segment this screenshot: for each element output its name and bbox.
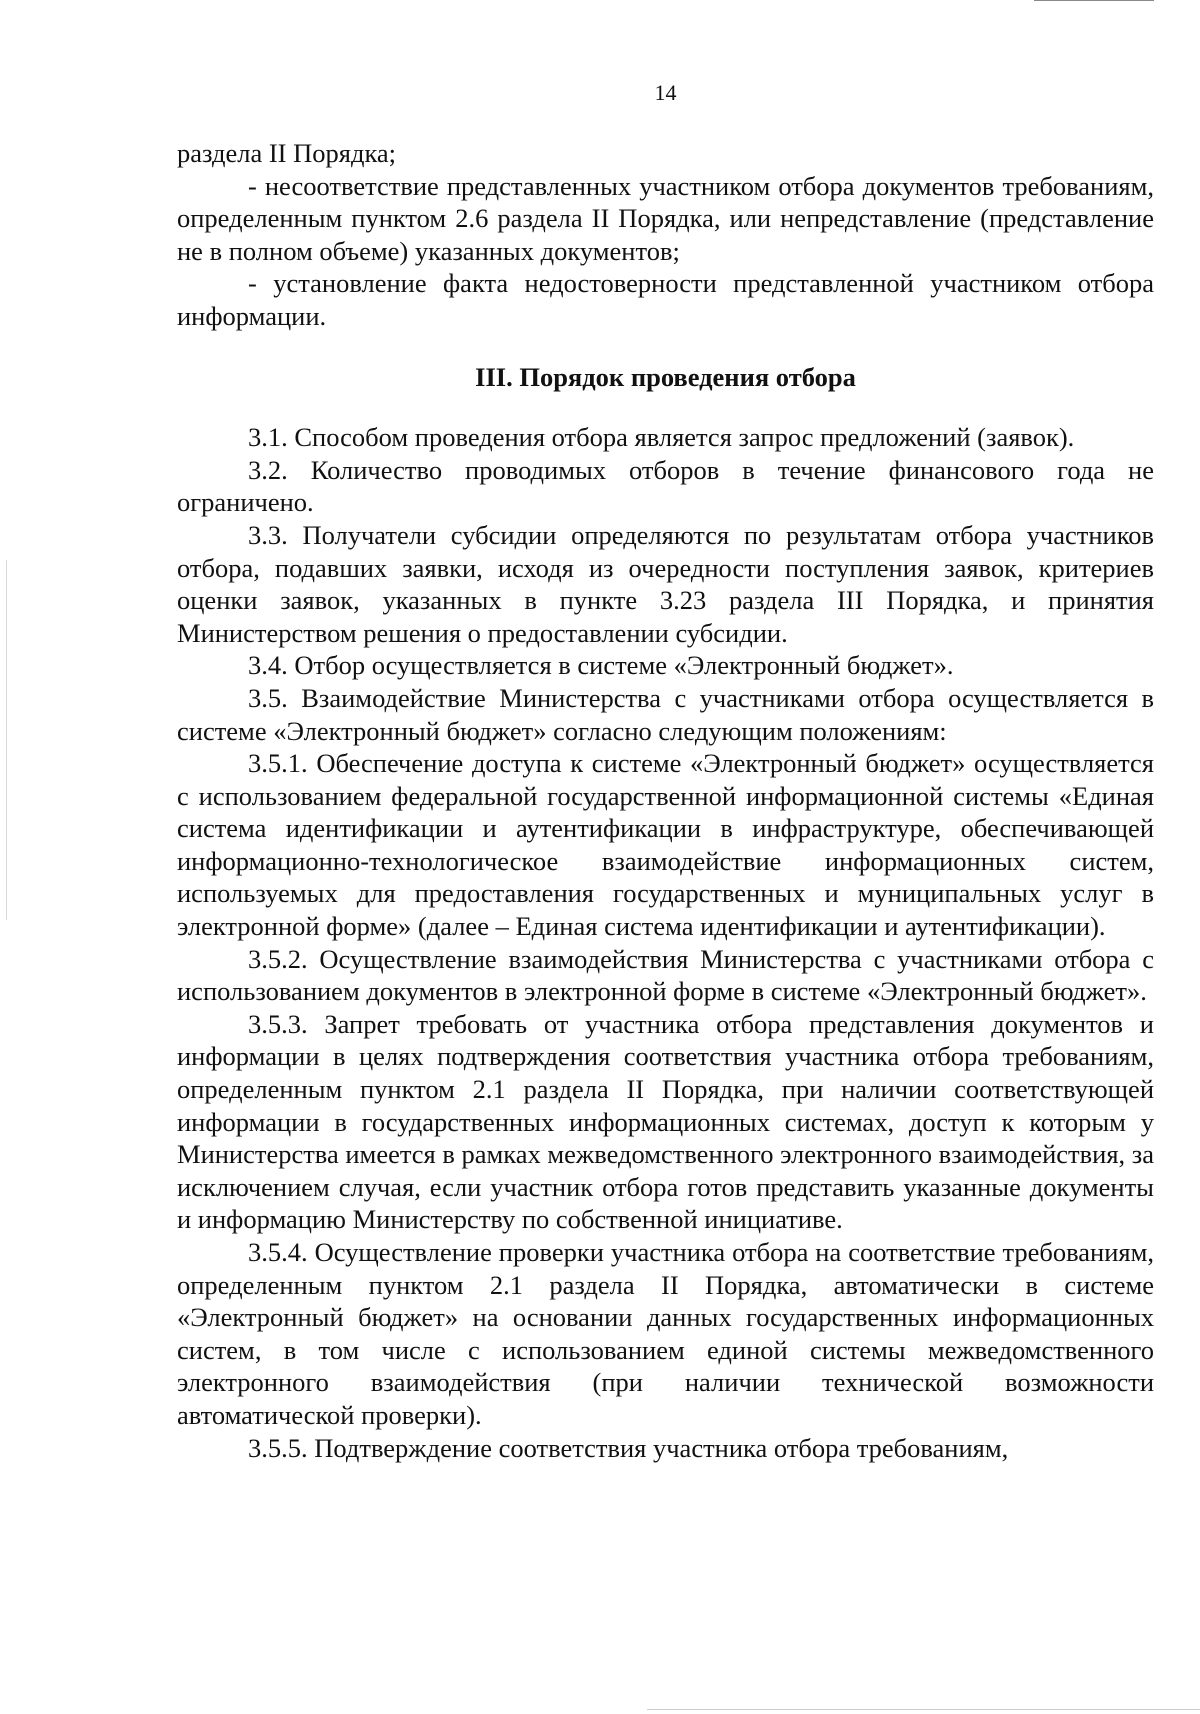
- paragraph-3-5-4: 3.5.4. Осуществление проверки участника отбора на соответствие требованиям, определенным пунктом 2.1 раздела II Порядка, автоматически в системе «Электронный бюджет» на основании данных государственных информационных систем, в том числе с использованием единой системы межведомственного электронного взаимодействия (при наличии технической возможности автоматической проверки).: [177, 1237, 1154, 1430]
- document-body: [177, 137, 1154, 1464]
- paragraph-3-5-2: 3.5.2. Осуществление взаимодействия Министерства с участниками отбора с использованием документов в электронной форме в системе «Электронный бюджет».: [177, 943, 1154, 1007]
- paragraph-list-item: - установление факта недостоверности представленной участником отбора информации.: [177, 268, 1154, 331]
- paragraph-continuation: раздела II Порядка;: [177, 138, 397, 168]
- scan-bottom-line: [647, 1709, 1200, 1710]
- document-page: [177, 0, 1154, 1714]
- paragraph-3-1: 3.1. Способом проведения отбора является запрос предложений (заявок).: [248, 422, 1075, 453]
- section-heading: III. Порядок проведения отбора: [475, 361, 856, 392]
- paragraph-3-5-5: 3.5.5. Подтверждение соответствия участника отбора требованиям,: [248, 1432, 1009, 1463]
- page-number: 14: [654, 80, 677, 105]
- paragraph-3-2: 3.2. Количество проводимых отборов в течение финансового года не ограничено.: [177, 454, 1154, 518]
- paragraph-3-5: 3.5. Взаимодействие Министерства с участниками отбора осуществляется в системе «Электронный бюджет» согласно следующим положениям:: [177, 682, 1154, 746]
- paragraph-list-item: - несоответствие представленных участником отбора документов требованиям, определенным пунктом 2.6 раздела II Порядка, или непредставление (представление не в полном объеме) указанных документов;: [177, 170, 1154, 266]
- scan-margin-mark: [6, 560, 7, 920]
- paragraph-3-3: 3.3. Получатели субсидии определяются по результатам отбора участников отбора, подавших заявки, исходя из очередности поступления заявок, критериев оценки заявок, указанных в пункте 3.23 раздела III Порядка, и принятия Министерством решения о предоставлении субсидии.: [177, 519, 1154, 648]
- scan-edge-line: [1034, 0, 1154, 1]
- paragraph-3-5-1: 3.5.1. Обеспечение доступа к системе «Электронный бюджет» осуществляется с использованием федеральной государственной информационной системы «Единая система идентификации и аутентификации в инфраструктуре, обеспечивающей информационно-технологическое взаимодействие информационных систем, используемых для предоставления государственных и муниципальных услуг в электронной форме» (далее – Единая система идентификации и аутентификации).: [177, 748, 1154, 942]
- paragraph-3-5-3: 3.5.3. Запрет требовать от участника отбора представления документов и информации в целях подтверждения соответствия участника отбора требованиям, определенным пунктом 2.1 раздела II Порядка, при наличии соответствующей информации в государственных информационных системах, доступ к которым у Министерства имеется в рамках межведомственного электронного взаимодействия, за исключением случая, если участник отбора готов представить указанные документы и информацию Министерству по собственной инициативе.: [177, 1008, 1154, 1235]
- paragraph-3-4: 3.4. Отбор осуществляется в системе «Электронный бюджет».: [248, 650, 954, 681]
